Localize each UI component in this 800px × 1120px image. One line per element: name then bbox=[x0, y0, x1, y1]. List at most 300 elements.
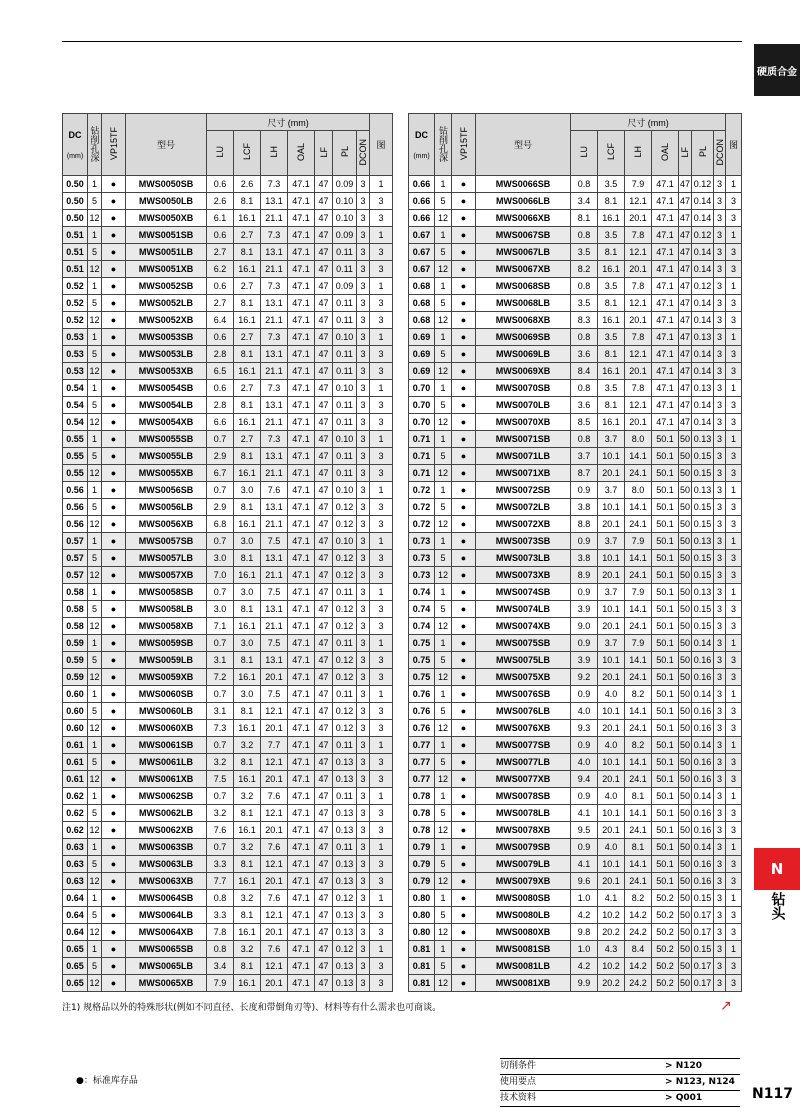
table-row bbox=[409, 312, 742, 329]
cell-dcon: 3 bbox=[357, 346, 370, 363]
cell-pl: 0.11 bbox=[333, 686, 357, 703]
cell-oal: 50.1 bbox=[652, 737, 679, 754]
reference-row[interactable] bbox=[500, 1074, 740, 1090]
cell-lh: 7.3 bbox=[261, 380, 288, 397]
cell-depth: 5 bbox=[88, 397, 102, 414]
cell-dc: 0.79 bbox=[409, 856, 435, 873]
cell-pl: 0.11 bbox=[333, 295, 357, 312]
cell-oal: 50.1 bbox=[652, 754, 679, 771]
cell-fig: 3 bbox=[370, 448, 393, 465]
header-lh-right-label: LH bbox=[633, 146, 643, 158]
cell-dcon: 3 bbox=[714, 193, 726, 210]
table-row bbox=[63, 805, 393, 822]
cell-model: MWS0070XB bbox=[476, 414, 571, 431]
cell-grade: ● bbox=[102, 312, 126, 329]
cell-fig: 1 bbox=[370, 635, 393, 652]
reference-page[interactable]: N123, N124 bbox=[675, 1077, 735, 1087]
cell-lf: 50 bbox=[679, 533, 692, 550]
cell-grade: ● bbox=[452, 465, 476, 482]
cell-lf: 47 bbox=[315, 771, 333, 788]
cell-lf: 47 bbox=[679, 380, 692, 397]
cell-lh: 21.1 bbox=[261, 261, 288, 278]
cell-lcf: 8.1 bbox=[234, 958, 261, 975]
cell-model: MWS0066LB bbox=[476, 193, 571, 210]
cell-fig: 3 bbox=[726, 312, 742, 329]
cell-oal: 47.1 bbox=[652, 363, 679, 380]
cell-pl: 0.12 bbox=[692, 227, 714, 244]
cell-dc: 0.55 bbox=[63, 431, 88, 448]
table-row bbox=[409, 652, 742, 669]
cell-depth: 5 bbox=[435, 244, 452, 261]
table-row bbox=[409, 839, 742, 856]
cell-lu: 8.9 bbox=[571, 567, 598, 584]
cell-model: MWS0075SB bbox=[476, 635, 571, 652]
cell-model: MWS0059XB bbox=[126, 669, 207, 686]
cell-dc: 0.78 bbox=[409, 822, 435, 839]
cell-pl: 0.11 bbox=[333, 414, 357, 431]
cell-grade: ● bbox=[102, 652, 126, 669]
cell-dc: 0.69 bbox=[409, 329, 435, 346]
table-row bbox=[409, 907, 742, 924]
cell-pl: 0.11 bbox=[333, 261, 357, 278]
cell-lu: 6.6 bbox=[207, 414, 234, 431]
cell-dc: 0.61 bbox=[63, 737, 88, 754]
cell-depth: 12 bbox=[88, 363, 102, 380]
cell-lf: 50 bbox=[679, 703, 692, 720]
header-lh bbox=[261, 131, 288, 176]
cell-dc: 0.54 bbox=[63, 397, 88, 414]
cell-oal: 47.1 bbox=[652, 193, 679, 210]
cell-lu: 9.2 bbox=[571, 669, 598, 686]
section-tab[interactable]: 硬质合金 bbox=[754, 44, 800, 96]
table-row bbox=[63, 958, 393, 975]
cell-oal: 47.1 bbox=[288, 380, 315, 397]
cell-lh: 24.1 bbox=[625, 771, 652, 788]
cell-lh: 7.6 bbox=[261, 839, 288, 856]
cell-oal: 47.1 bbox=[288, 703, 315, 720]
cell-lf: 47 bbox=[315, 839, 333, 856]
cell-lh: 21.1 bbox=[261, 414, 288, 431]
table-row bbox=[409, 788, 742, 805]
arrow-icon: ↗ bbox=[720, 998, 732, 1014]
cell-lcf: 4.0 bbox=[598, 839, 625, 856]
cell-fig: 1 bbox=[726, 329, 742, 346]
table-row bbox=[409, 261, 742, 278]
cell-depth: 12 bbox=[88, 414, 102, 431]
table-row bbox=[63, 533, 393, 550]
cell-lcf: 8.1 bbox=[598, 295, 625, 312]
cell-lcf: 10.2 bbox=[598, 958, 625, 975]
table-row bbox=[63, 635, 393, 652]
cell-lh: 24.2 bbox=[625, 924, 652, 941]
cell-model: MWS0075LB bbox=[476, 652, 571, 669]
cell-oal: 50.2 bbox=[652, 958, 679, 975]
cell-pl: 0.15 bbox=[692, 550, 714, 567]
cell-dcon: 3 bbox=[714, 329, 726, 346]
cell-lu: 7.6 bbox=[207, 822, 234, 839]
cell-oal: 47.1 bbox=[652, 312, 679, 329]
header-depth-right-label: 钻削孔深 bbox=[438, 125, 448, 162]
reference-page[interactable]: N120 bbox=[675, 1061, 703, 1071]
cell-oal: 47.1 bbox=[288, 295, 315, 312]
cell-depth: 12 bbox=[435, 975, 452, 992]
cell-lf: 47 bbox=[679, 346, 692, 363]
cell-model: MWS0061LB bbox=[126, 754, 207, 771]
cell-lu: 0.8 bbox=[207, 941, 234, 958]
cell-dc: 0.77 bbox=[409, 754, 435, 771]
cell-dc: 0.78 bbox=[409, 788, 435, 805]
header-model-right: 型号 bbox=[476, 114, 571, 176]
cell-model: MWS0062XB bbox=[126, 822, 207, 839]
cell-model: MWS0050LB bbox=[126, 193, 207, 210]
cell-oal: 50.1 bbox=[652, 686, 679, 703]
cell-grade: ● bbox=[452, 329, 476, 346]
cell-lh: 8.2 bbox=[625, 737, 652, 754]
cell-dc: 0.56 bbox=[63, 516, 88, 533]
cell-lu: 0.9 bbox=[571, 533, 598, 550]
cell-lf: 50 bbox=[679, 482, 692, 499]
cell-fig: 1 bbox=[726, 941, 742, 958]
reference-row[interactable] bbox=[500, 1058, 740, 1074]
cell-lf: 47 bbox=[315, 703, 333, 720]
reference-link[interactable]: > Q001 bbox=[665, 1093, 703, 1103]
cell-model: MWS0069SB bbox=[476, 329, 571, 346]
cell-lh: 8.2 bbox=[625, 890, 652, 907]
cell-oal: 47.1 bbox=[288, 278, 315, 295]
cell-lu: 6.1 bbox=[207, 210, 234, 227]
cell-oal: 50.1 bbox=[652, 720, 679, 737]
cell-lu: 8.4 bbox=[571, 363, 598, 380]
cell-grade: ● bbox=[102, 261, 126, 278]
cell-depth: 5 bbox=[88, 805, 102, 822]
cell-lf: 50 bbox=[679, 839, 692, 856]
cell-oal: 47.1 bbox=[652, 346, 679, 363]
cell-fig: 3 bbox=[370, 363, 393, 380]
cell-model: MWS0074SB bbox=[476, 584, 571, 601]
cell-pl: 0.13 bbox=[333, 856, 357, 873]
cell-fig: 1 bbox=[726, 482, 742, 499]
reference-row[interactable] bbox=[500, 1090, 740, 1107]
cell-pl: 0.15 bbox=[692, 448, 714, 465]
cell-grade: ● bbox=[102, 193, 126, 210]
cell-pl: 0.16 bbox=[692, 720, 714, 737]
header-pl bbox=[333, 131, 357, 176]
cell-lf: 47 bbox=[315, 465, 333, 482]
table-row bbox=[409, 924, 742, 941]
cell-dc: 0.73 bbox=[409, 533, 435, 550]
cell-model: MWS0051LB bbox=[126, 244, 207, 261]
cell-lcf: 10.1 bbox=[598, 601, 625, 618]
cell-lf: 50 bbox=[679, 652, 692, 669]
cell-depth: 1 bbox=[88, 482, 102, 499]
cell-lcf: 16.1 bbox=[234, 363, 261, 380]
cell-pl: 0.14 bbox=[692, 210, 714, 227]
table-row bbox=[63, 822, 393, 839]
cell-depth: 12 bbox=[88, 924, 102, 941]
cell-dcon: 3 bbox=[714, 465, 726, 482]
cell-dcon: 3 bbox=[714, 346, 726, 363]
cell-pl: 0.14 bbox=[692, 346, 714, 363]
cell-grade: ● bbox=[102, 295, 126, 312]
header-depth-label: 钻削孔深 bbox=[89, 125, 100, 162]
cell-pl: 0.14 bbox=[692, 261, 714, 278]
cell-oal: 50.1 bbox=[652, 703, 679, 720]
cell-oal: 47.1 bbox=[288, 193, 315, 210]
table-row bbox=[63, 567, 393, 584]
header-dc-right-label: DC bbox=[415, 129, 428, 140]
table-row bbox=[409, 448, 742, 465]
cell-oal: 47.1 bbox=[288, 465, 315, 482]
table-row bbox=[63, 601, 393, 618]
category-letter-tab[interactable]: N bbox=[754, 848, 800, 890]
cell-fig: 1 bbox=[726, 431, 742, 448]
table-row bbox=[409, 890, 742, 907]
cell-model: MWS0050SB bbox=[126, 176, 207, 193]
cell-lf: 47 bbox=[315, 516, 333, 533]
cell-lcf: 8.1 bbox=[234, 601, 261, 618]
cell-lf: 47 bbox=[315, 397, 333, 414]
cell-grade: ● bbox=[452, 482, 476, 499]
cell-oal: 47.1 bbox=[288, 533, 315, 550]
cell-dc: 0.58 bbox=[63, 601, 88, 618]
table-row bbox=[63, 873, 393, 890]
cell-lu: 0.9 bbox=[571, 737, 598, 754]
cell-lf: 50 bbox=[679, 720, 692, 737]
cell-pl: 0.12 bbox=[333, 652, 357, 669]
header-lcf bbox=[234, 131, 261, 176]
cell-lcf: 3.0 bbox=[234, 533, 261, 550]
cell-pl: 0.14 bbox=[692, 635, 714, 652]
cell-dc: 0.55 bbox=[63, 448, 88, 465]
header-pl-right bbox=[692, 131, 714, 176]
cell-pl: 0.16 bbox=[692, 703, 714, 720]
cell-model: MWS0077LB bbox=[476, 754, 571, 771]
cell-lu: 0.6 bbox=[207, 380, 234, 397]
cell-grade: ● bbox=[452, 856, 476, 873]
cell-oal: 47.1 bbox=[288, 669, 315, 686]
cell-lh: 13.1 bbox=[261, 244, 288, 261]
table-row bbox=[63, 839, 393, 856]
cell-pl: 0.11 bbox=[333, 363, 357, 380]
cell-lu: 0.8 bbox=[571, 329, 598, 346]
cell-lcf: 16.1 bbox=[234, 771, 261, 788]
cell-fig: 3 bbox=[370, 924, 393, 941]
cell-oal: 47.1 bbox=[288, 346, 315, 363]
cell-dc: 0.76 bbox=[409, 703, 435, 720]
cell-lh: 20.1 bbox=[261, 873, 288, 890]
cell-grade: ● bbox=[102, 346, 126, 363]
cell-lf: 47 bbox=[315, 499, 333, 516]
cell-fig: 1 bbox=[726, 839, 742, 856]
cell-lu: 6.8 bbox=[207, 516, 234, 533]
cell-fig: 3 bbox=[370, 805, 393, 822]
cell-lu: 4.2 bbox=[571, 958, 598, 975]
cell-model: MWS0055SB bbox=[126, 431, 207, 448]
cell-fig: 3 bbox=[370, 669, 393, 686]
cell-lu: 9.8 bbox=[571, 924, 598, 941]
cell-oal: 47.1 bbox=[288, 958, 315, 975]
cell-depth: 5 bbox=[435, 652, 452, 669]
cell-dc: 0.54 bbox=[63, 380, 88, 397]
cell-pl: 0.13 bbox=[692, 380, 714, 397]
cell-dcon: 3 bbox=[714, 754, 726, 771]
cell-dcon: 3 bbox=[357, 788, 370, 805]
table-row bbox=[409, 193, 742, 210]
reference-page[interactable]: Q001 bbox=[675, 1093, 703, 1103]
reference-box bbox=[500, 1058, 740, 1107]
cell-depth: 1 bbox=[88, 686, 102, 703]
cell-grade: ● bbox=[452, 822, 476, 839]
cell-oal: 47.1 bbox=[288, 822, 315, 839]
reference-link[interactable]: > N123, N124 bbox=[665, 1077, 735, 1087]
cell-pl: 0.10 bbox=[333, 380, 357, 397]
cell-grade: ● bbox=[102, 618, 126, 635]
cell-lcf: 10.1 bbox=[598, 754, 625, 771]
cell-lcf: 16.1 bbox=[234, 414, 261, 431]
cell-grade: ● bbox=[102, 703, 126, 720]
table-row bbox=[409, 380, 742, 397]
cell-fig: 1 bbox=[726, 635, 742, 652]
cell-fig: 3 bbox=[370, 312, 393, 329]
cell-fig: 3 bbox=[726, 703, 742, 720]
table-row bbox=[409, 397, 742, 414]
cell-grade: ● bbox=[452, 805, 476, 822]
cell-grade: ● bbox=[102, 720, 126, 737]
cell-fig: 1 bbox=[370, 941, 393, 958]
reference-label: 切削条件 bbox=[500, 1061, 537, 1071]
cell-depth: 5 bbox=[88, 550, 102, 567]
cell-grade: ● bbox=[452, 890, 476, 907]
cell-dc: 0.62 bbox=[63, 788, 88, 805]
cell-lf: 47 bbox=[679, 261, 692, 278]
cell-lu: 8.5 bbox=[571, 414, 598, 431]
cell-oal: 47.1 bbox=[652, 380, 679, 397]
cell-pl: 0.17 bbox=[692, 907, 714, 924]
table-row bbox=[409, 941, 742, 958]
table-row bbox=[63, 380, 393, 397]
cell-lh: 7.8 bbox=[625, 278, 652, 295]
cell-dc: 0.74 bbox=[409, 601, 435, 618]
cell-model: MWS0055XB bbox=[126, 465, 207, 482]
cell-pl: 0.16 bbox=[692, 873, 714, 890]
cell-pl: 0.15 bbox=[692, 601, 714, 618]
cell-lf: 47 bbox=[315, 720, 333, 737]
cell-dc: 0.80 bbox=[409, 907, 435, 924]
cell-oal: 47.1 bbox=[288, 737, 315, 754]
cell-lcf: 2.7 bbox=[234, 380, 261, 397]
cell-lcf: 16.1 bbox=[234, 465, 261, 482]
cell-lcf: 10.1 bbox=[598, 856, 625, 873]
cell-dcon: 3 bbox=[714, 227, 726, 244]
cell-grade: ● bbox=[102, 601, 126, 618]
cell-pl: 0.12 bbox=[333, 941, 357, 958]
cell-fig: 3 bbox=[726, 958, 742, 975]
cell-dc: 0.60 bbox=[63, 703, 88, 720]
cell-model: MWS0070LB bbox=[476, 397, 571, 414]
cell-pl: 0.16 bbox=[692, 822, 714, 839]
cell-pl: 0.10 bbox=[333, 533, 357, 550]
cell-lh: 7.6 bbox=[261, 890, 288, 907]
table-row bbox=[409, 822, 742, 839]
cell-depth: 1 bbox=[435, 533, 452, 550]
cell-lh: 13.1 bbox=[261, 295, 288, 312]
cell-lcf: 16.1 bbox=[234, 210, 261, 227]
table-row bbox=[63, 652, 393, 669]
cell-pl: 0.14 bbox=[692, 244, 714, 261]
cell-lu: 3.9 bbox=[571, 652, 598, 669]
cell-model: MWS0059LB bbox=[126, 652, 207, 669]
cell-dc: 0.76 bbox=[409, 720, 435, 737]
cell-oal: 47.1 bbox=[652, 329, 679, 346]
cell-fig: 1 bbox=[370, 890, 393, 907]
cell-grade: ● bbox=[452, 601, 476, 618]
cell-lf: 50 bbox=[679, 669, 692, 686]
cell-lcf: 3.2 bbox=[234, 737, 261, 754]
cell-lcf: 8.1 bbox=[234, 193, 261, 210]
table-row bbox=[63, 414, 393, 431]
cell-lu: 3.3 bbox=[207, 856, 234, 873]
legend: ●：标准库存品 bbox=[76, 1076, 138, 1086]
cell-grade: ● bbox=[102, 856, 126, 873]
cell-depth: 12 bbox=[88, 567, 102, 584]
cell-lf: 47 bbox=[315, 244, 333, 261]
cell-grade: ● bbox=[452, 295, 476, 312]
cell-depth: 12 bbox=[88, 720, 102, 737]
cell-lf: 47 bbox=[679, 312, 692, 329]
cell-lh: 7.3 bbox=[261, 329, 288, 346]
cell-dcon: 3 bbox=[357, 584, 370, 601]
cell-lcf: 3.2 bbox=[234, 890, 261, 907]
cell-lcf: 20.2 bbox=[598, 924, 625, 941]
cell-lcf: 10.1 bbox=[598, 805, 625, 822]
cell-pl: 0.13 bbox=[692, 584, 714, 601]
cell-pl: 0.16 bbox=[692, 669, 714, 686]
cell-model: MWS0071LB bbox=[476, 448, 571, 465]
cell-lh: 14.1 bbox=[625, 550, 652, 567]
reference-link[interactable]: > N120 bbox=[665, 1061, 703, 1071]
footnote: 注1) 规格品以外的特殊形状(例如不同直径、长度和带倒角刃等)、材料等有什么需求也可商谈。 bbox=[62, 1003, 442, 1013]
header-lu-right-label: LU bbox=[579, 146, 589, 158]
cell-grade: ● bbox=[452, 448, 476, 465]
cell-lh: 12.1 bbox=[261, 958, 288, 975]
cell-model: MWS0072XB bbox=[476, 516, 571, 533]
cell-dc: 0.59 bbox=[63, 635, 88, 652]
cell-dcon: 3 bbox=[357, 397, 370, 414]
cell-lf: 47 bbox=[315, 261, 333, 278]
cell-fig: 3 bbox=[726, 669, 742, 686]
cell-dcon: 3 bbox=[357, 907, 370, 924]
category-name-text: 钻头 bbox=[769, 892, 786, 920]
cell-fig: 3 bbox=[726, 771, 742, 788]
cell-lcf: 8.1 bbox=[598, 346, 625, 363]
cell-lcf: 3.2 bbox=[234, 788, 261, 805]
cell-pl: 0.15 bbox=[692, 499, 714, 516]
cell-dc: 0.67 bbox=[409, 227, 435, 244]
cell-grade: ● bbox=[102, 975, 126, 992]
cell-grade: ● bbox=[452, 924, 476, 941]
cell-dc: 0.64 bbox=[63, 907, 88, 924]
cell-lh: 24.1 bbox=[625, 567, 652, 584]
cell-dcon: 3 bbox=[714, 244, 726, 261]
table-row bbox=[409, 618, 742, 635]
page-number: N117 bbox=[752, 1086, 793, 1102]
cell-dcon: 3 bbox=[714, 295, 726, 312]
cell-fig: 1 bbox=[370, 227, 393, 244]
cell-oal: 50.1 bbox=[652, 822, 679, 839]
cell-grade: ● bbox=[102, 329, 126, 346]
cell-oal: 47.1 bbox=[288, 397, 315, 414]
header-pl-label: PL bbox=[339, 146, 350, 158]
